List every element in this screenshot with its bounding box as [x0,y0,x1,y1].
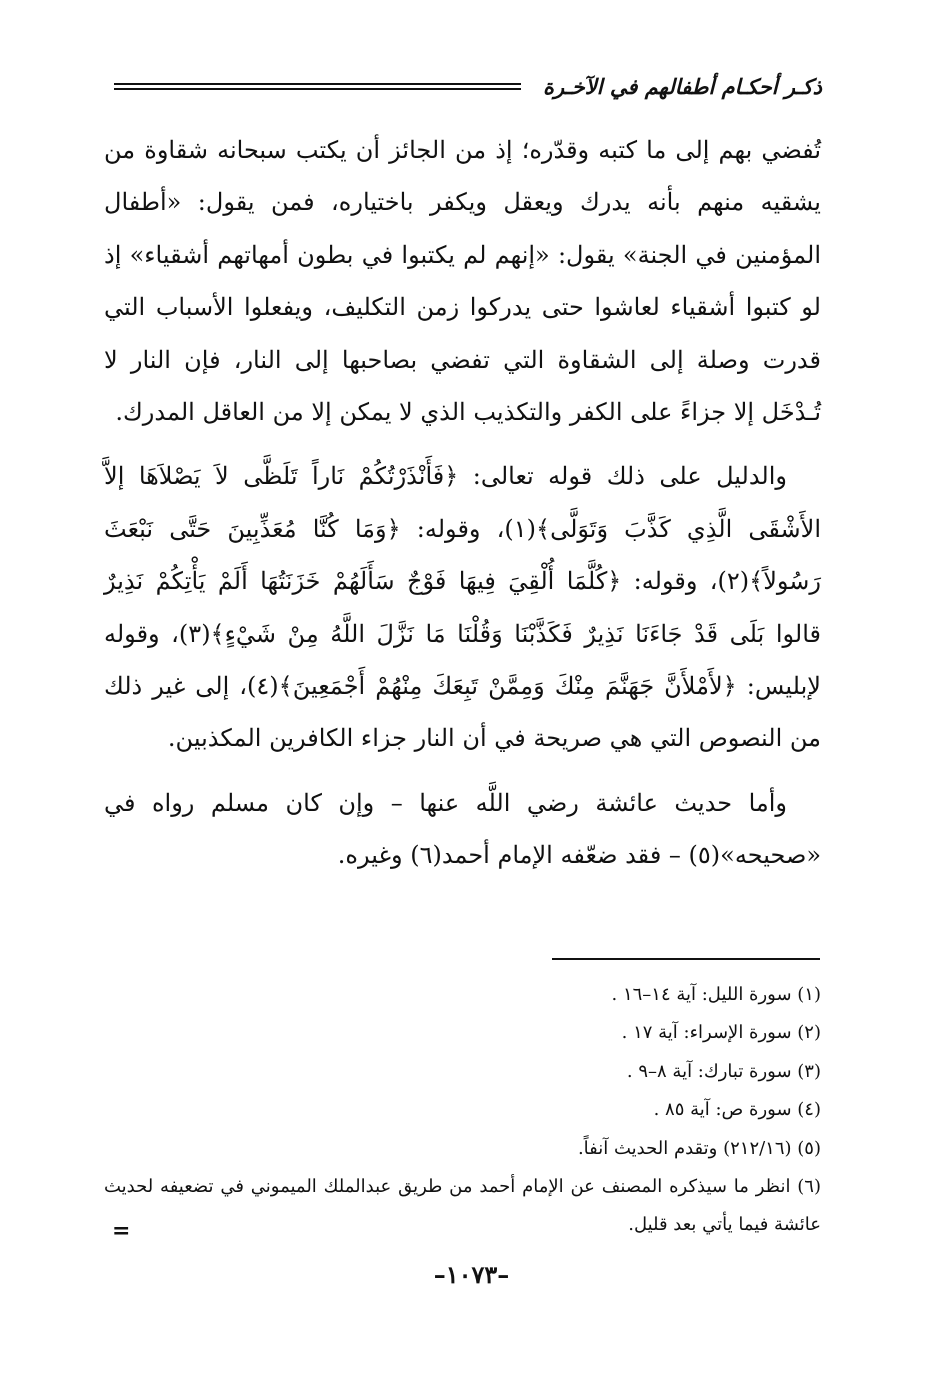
footnote-3: (٣) سورة تبارك: آية ٨–٩ . [626,1060,821,1082]
footnote-5: (٥) (٢١٢/١٦) وتقدم الحديث آنفاً. [577,1137,821,1159]
footnotes [104,976,821,1245]
footnote-2: (٢) سورة الإسراء: آية ١٧ . [621,1022,821,1044]
main-text [104,124,821,894]
footnote-separator [552,958,820,960]
running-header [110,66,822,106]
footnote-6: (٦) انظر ما سيذكره المصنف عن الإمام أحمد من طريق عبدالملك الميموني في تضعيفه لحديث عائشة فيما يأتي بعد قليل. [104,1176,821,1236]
footnote-4: (٤) سورة ص: آية ٨٥ . [653,1099,821,1121]
page-number: –١٠٧٣– [433,1260,510,1289]
footnote-1: (١) سورة الليل: آية ١٤–١٦ . [611,984,821,1005]
paragraph-3: وأما حديث عائشة رضي اللَّه عنها – وإن كان مسلم رواه في «صحيحه»(٥) – فقد ضعّفه الإمام أحمد(٦) وغيره. [104,788,821,870]
running-title: ذكـر أحكـام أطفالهم في الآخـرة [543,73,822,99]
header-double-rule [114,83,521,90]
footnote-continuation-mark: = [112,1218,131,1244]
paragraph-1: تُفضي بهم إلى ما كتبه وقدّره؛ إذ من الجائز أن يكتب سبحانه شقاوة من يشقيه منهم بأنه يدرك ويعقل ويكفر باختياره، فمن يقول: «أطفال المؤمنين في الجنة» يقول: «إنهم لم يكتبوا في بطون أمهاتهم أشقياء» إذ لو كتبوا أشقياء لعاشوا حتى يدركوا زمن التكليف، ويفعلوا الأسباب التي قدرت وصلة إلى الشقاوة التي تفضي بصاحبها إلى النار، فإن النار لا تُـدْخَل إلا جزاءً على الكفر والتكذيب الذي لا يمكن إلا من العاقل المدرك. [104,136,822,427]
paragraph-2: والدليل على ذلك قوله تعالى: ﴿فَأَنْذَرْتُكُمْ نَاراً تَلَظَّى لاَ يَصْلاَهَا إلاَّ الأَشْقَى الَّذِي كَذَّبَ وَتَوَلَّى﴾(١)، وقوله: ﴿وَمَا كُنَّا مُعَذِّبِينَ حَتَّى نَبْعَثَ رَسُولاً﴾(٢)، وقوله: ﴿كُلَّمَا أُلْقِيَ فِيهَا فَوْجٌ سَأَلَهُمْ خَزَنَتُهَا أَلَمْ يَأْتِكُمْ نَذِيرٌ قالوا بَلَى قَدْ جَاءَنَا نَذِيرٌ فَكَذَّبْنَا وَقُلْنَا مَا نَزَّلَ اللَّهُ مِنْ شَيْءٍ﴾(٣)، وقوله لإبليس: ﴿لأَمْلأَنَّ جَهَنَّمَ مِنْكَ وَمِمَّنْ تَبِعَكَ مِنْهُمْ أَجْمَعِينَ﴾(٤)، إلى غير ذلك من النصوص التي هي صريحة في أن النار جزاء الكافرين المكذبين. [104,462,822,753]
